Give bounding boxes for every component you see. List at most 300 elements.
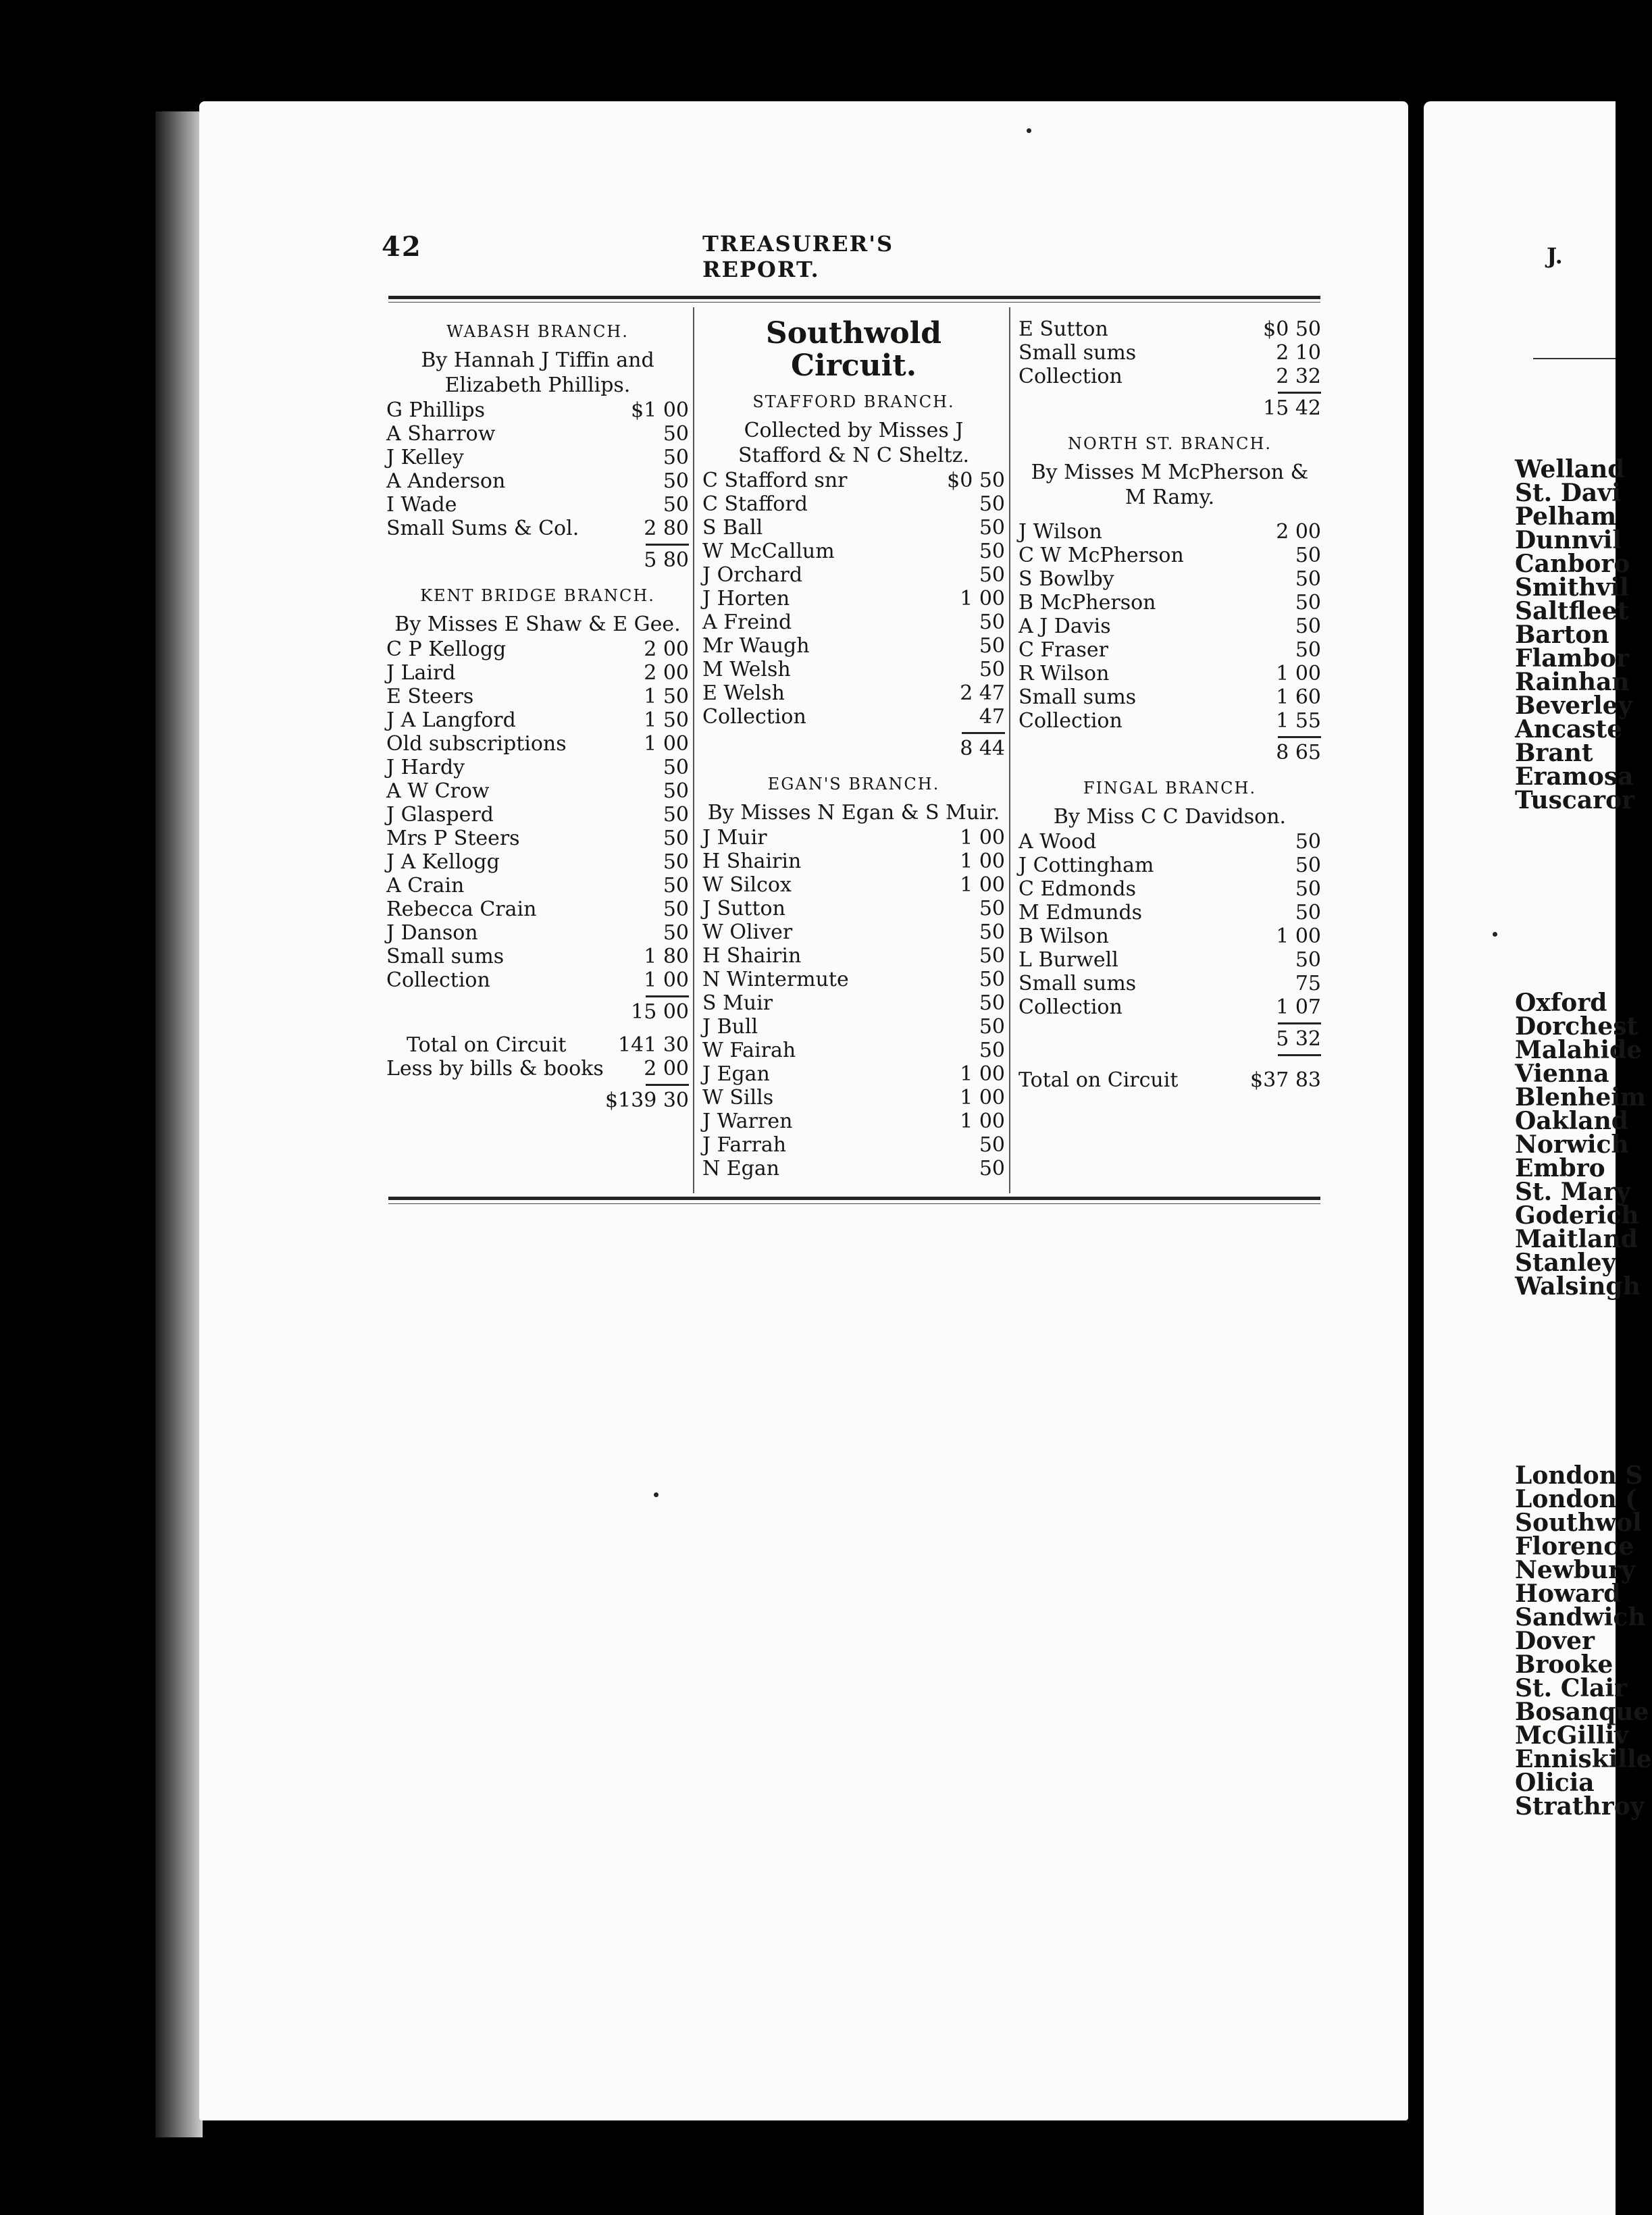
ledger-row — [1018, 662, 1321, 685]
ledger-row — [702, 1062, 1005, 1086]
ledger-row — [1018, 924, 1321, 948]
donor-name: E Welsh — [702, 681, 785, 705]
circuit-name: Goderich — [1515, 1201, 1639, 1230]
circuit-name: Tuscaror — [1515, 786, 1635, 814]
branch-subtotal: 15 00 — [631, 1000, 689, 1024]
donor-name: S Ball — [702, 516, 763, 540]
donor-name: C P Kellogg — [386, 637, 507, 661]
donation-amount: 50 — [1295, 830, 1321, 854]
donation-amount: 50 — [663, 850, 689, 874]
donor-name: C W McPherson — [1018, 544, 1184, 567]
ledger-row — [386, 827, 689, 850]
circuit-name: Eramosa — [1515, 762, 1634, 791]
donation-amount: 2 32 — [1276, 365, 1321, 388]
donation-amount: 50 — [979, 920, 1005, 944]
book-spine-edge — [155, 111, 203, 2137]
donation-amount: 1 60 — [1276, 685, 1321, 709]
donation-amount: 1 00 — [960, 1086, 1005, 1110]
donation-amount: 50 — [979, 897, 1005, 920]
facing-page-rule — [1533, 358, 1616, 359]
donation-amount: 2 10 — [1276, 341, 1321, 365]
sum-rule — [1018, 388, 1321, 396]
donor-name: Small sums — [1018, 972, 1137, 995]
ledger-row — [386, 708, 689, 732]
ledger-row — [1018, 854, 1321, 877]
donation-amount: 50 — [979, 516, 1005, 540]
circuit-total: Total on Circuit 141 30 — [407, 1033, 689, 1057]
ledger-row — [702, 1110, 1005, 1133]
circuit-name: St. Clair — [1515, 1674, 1627, 1702]
donor-name: E Sutton — [1018, 317, 1108, 341]
circuit-name: Malahide — [1515, 1036, 1643, 1064]
donor-name: J Horten — [702, 587, 790, 610]
donor-name: C Fraser — [1018, 638, 1109, 662]
donor-name: Collection — [702, 705, 806, 729]
branch-collectors: Collected by Misses J — [744, 419, 964, 442]
donation-amount: 50 — [979, 634, 1005, 658]
donor-name: S Bowlby — [1018, 567, 1114, 591]
donor-name: W McCallum — [702, 540, 835, 563]
circuit-name: Howard — [1515, 1580, 1621, 1608]
donation-amount: $1 00 — [631, 398, 689, 422]
ledger-row — [1018, 341, 1321, 365]
donation-amount: 50 — [1295, 591, 1321, 615]
branch-collectors: By Miss C C Davidson. — [1053, 805, 1287, 829]
ledger-row — [386, 517, 689, 540]
donor-name: N Wintermute — [702, 968, 849, 991]
donor-name: J Cottingham — [1018, 854, 1154, 877]
circuit-name: Olicia — [1515, 1769, 1595, 1797]
donor-name: W Silcox — [702, 873, 792, 897]
donation-amount: 1 00 — [644, 968, 689, 992]
donor-name: B McPherson — [1018, 591, 1156, 615]
sum-rule — [1018, 1019, 1321, 1027]
donor-name: Collection — [1018, 365, 1122, 388]
ledger-row — [386, 921, 689, 945]
donor-name: J Glasperd — [386, 803, 494, 827]
ledger-row — [702, 1015, 1005, 1039]
ledger-row — [702, 469, 1005, 492]
facing-page-list — [1515, 991, 1646, 1299]
ledger-row — [386, 850, 689, 874]
donation-amount: 50 — [1295, 638, 1321, 662]
donation-amount: 1 00 — [960, 1062, 1005, 1086]
circuit-name: Oxford — [1515, 989, 1607, 1017]
donor-name: J Hardy — [386, 756, 465, 779]
circuit-name: Barton — [1515, 621, 1609, 649]
page-number: 42 — [382, 231, 422, 263]
ledger-row — [702, 920, 1005, 944]
ledger-row — [1018, 317, 1321, 341]
donation-amount: 50 — [979, 991, 1005, 1015]
donation-amount: 2 00 — [644, 637, 689, 661]
donation-amount: 1 50 — [644, 708, 689, 732]
circuit-name: St. Mary — [1515, 1178, 1630, 1206]
ledger-row — [702, 563, 1005, 587]
ledger-row — [1018, 615, 1321, 638]
circuit-name: Walsingh — [1515, 1272, 1641, 1301]
donor-name: W Fairah — [702, 1039, 796, 1062]
donor-name: J Warren — [702, 1110, 793, 1133]
donor-name: A Crain — [386, 874, 465, 897]
ledger-row — [702, 897, 1005, 920]
donor-name: J Sutton — [702, 897, 785, 920]
donor-name: A J Davis — [1018, 615, 1111, 638]
donation-amount: 1 00 — [1276, 924, 1321, 948]
donation-amount: 1 07 — [1276, 995, 1321, 1019]
ledger-row — [702, 681, 1005, 705]
donor-name: S Muir — [702, 991, 773, 1015]
donor-name: J Danson — [386, 921, 478, 945]
donation-amount: 75 — [1295, 972, 1321, 995]
branch-collectors: Elizabeth Phillips. — [444, 373, 631, 397]
circuit-name: Dorchest — [1515, 1012, 1638, 1041]
donor-name: I Wade — [386, 493, 457, 517]
donation-amount: 50 — [979, 968, 1005, 991]
facing-page-list — [1515, 1461, 1652, 1821]
donation-amount: 1 00 — [960, 850, 1005, 873]
donor-name: J Bull — [702, 1015, 758, 1039]
circuit-title: Southwold Circuit. — [765, 316, 942, 383]
donation-amount: 50 — [979, 944, 1005, 968]
ledger-row — [1018, 972, 1321, 995]
donation-amount: 50 — [663, 827, 689, 850]
donor-name: J Egan — [702, 1062, 770, 1086]
donation-amount: 50 — [979, 563, 1005, 587]
circuit-name: Beverley — [1515, 692, 1632, 720]
donation-amount: 50 — [1295, 854, 1321, 877]
ledger-row — [702, 1133, 1005, 1157]
donation-amount: 1 00 — [960, 587, 1005, 610]
donor-name: N Egan — [702, 1157, 780, 1180]
ledger-row — [1018, 709, 1321, 733]
branch-heading: EGAN'S BRANCH. — [767, 775, 940, 793]
branch-collectors: M Ramy. — [1125, 486, 1215, 509]
donation-amount: 2 80 — [644, 517, 689, 540]
branch-subtotal: 15 42 — [1263, 396, 1321, 420]
branch-heading: FINGAL BRANCH. — [1083, 779, 1257, 798]
sum-rule — [386, 1080, 689, 1089]
donation-amount: 50 — [663, 897, 689, 921]
ledger-row — [1018, 685, 1321, 709]
donation-amount: 1 00 — [960, 873, 1005, 897]
donation-amount: 50 — [1295, 948, 1321, 972]
donor-name: G Phillips — [386, 398, 485, 422]
donation-amount: 1 50 — [644, 685, 689, 708]
column-divider — [693, 307, 694, 1193]
donor-name: J Kelley — [386, 446, 464, 469]
donation-amount: 2 00 — [644, 661, 689, 685]
column-1 — [386, 317, 689, 1112]
branch-heading: NORTH ST. BRANCH. — [1067, 434, 1272, 453]
ledger-row — [702, 705, 1005, 729]
circuit-name: Norwich — [1515, 1130, 1629, 1159]
donor-name: Collection — [386, 968, 490, 992]
branch-heading: KENT BRIDGE BRANCH. — [420, 586, 655, 605]
ledger-row — [1018, 520, 1321, 544]
donor-name: A W Crow — [386, 779, 490, 803]
ledger-row — [1018, 901, 1321, 924]
column-2 — [702, 317, 1005, 1180]
donor-name: R Wilson — [1018, 662, 1110, 685]
donor-name: C Edmonds — [1018, 877, 1137, 901]
column-divider — [1009, 307, 1010, 1193]
ledger-row — [702, 610, 1005, 634]
branch-subtotal: 8 44 — [960, 737, 1005, 760]
ledger-row — [702, 850, 1005, 873]
ledger-row — [702, 587, 1005, 610]
donation-amount: 50 — [1295, 615, 1321, 638]
ledger-row — [1018, 365, 1321, 388]
donor-name: J Orchard — [702, 563, 803, 587]
branch-heading: STAFFORD BRANCH. — [752, 392, 955, 411]
branch-entries — [386, 637, 689, 992]
circuit-name: Florence — [1515, 1532, 1634, 1561]
circuit-name: Newbury — [1515, 1556, 1636, 1584]
donor-name: J Farrah — [702, 1133, 787, 1157]
donation-amount: 1 00 — [960, 1110, 1005, 1133]
branch-subtotal: 5 80 — [644, 548, 689, 572]
donation-amount: 1 00 — [960, 826, 1005, 850]
donation-amount: 50 — [979, 1157, 1005, 1180]
ledger-row — [702, 1039, 1005, 1062]
ledger-row — [386, 756, 689, 779]
circuit-name: Strathroy — [1515, 1792, 1645, 1821]
ledger-row — [386, 637, 689, 661]
circuit-name: Canboro — [1515, 550, 1630, 578]
circuit-name: Sandwich — [1515, 1603, 1646, 1632]
ledger-row — [1018, 567, 1321, 591]
circuit-name: Blenheim — [1515, 1083, 1647, 1112]
donor-name: A Anderson — [386, 469, 506, 493]
branch-collectors: By Misses E Shaw & E Gee. — [394, 613, 681, 636]
donation-amount: 50 — [663, 493, 689, 517]
donor-name: Small sums — [1018, 341, 1137, 365]
circuit-name: Stanley — [1515, 1249, 1616, 1277]
donor-name: A Wood — [1018, 830, 1097, 854]
donation-amount: 50 — [663, 874, 689, 897]
donation-amount: 1 55 — [1276, 709, 1321, 733]
donor-name: Mrs P Steers — [386, 827, 520, 850]
ledger-row — [1018, 830, 1321, 854]
donor-name: A Freind — [702, 610, 792, 634]
circuit-name: Enniskille — [1515, 1745, 1652, 1773]
branch-entries — [1018, 520, 1321, 733]
ledger-row — [1018, 544, 1321, 567]
donor-name: Small sums — [1018, 685, 1137, 709]
ledger-row — [1018, 995, 1321, 1019]
donor-name: M Welsh — [702, 658, 791, 681]
circuit-name: McGilliv — [1515, 1721, 1629, 1750]
donation-amount: 50 — [979, 1133, 1005, 1157]
donation-amount: 50 — [663, 921, 689, 945]
ledger-row — [702, 540, 1005, 563]
circuit-name: St. Davi — [1515, 479, 1621, 507]
circuit-name: Brant — [1515, 739, 1593, 767]
donor-name: Small Sums & Col. — [386, 517, 579, 540]
circuit-name: Rainhan — [1515, 668, 1630, 696]
circuit-name: Flambor — [1515, 644, 1629, 673]
circuit-deduction: Less by bills & books 2 00 — [386, 1057, 689, 1080]
donation-amount: 50 — [663, 803, 689, 827]
circuit-name: Ancaste — [1515, 715, 1623, 744]
donation-amount: 50 — [663, 446, 689, 469]
branch-entries — [1018, 830, 1321, 1019]
donation-amount: 50 — [1295, 877, 1321, 901]
branch-subtotal: 8 65 — [1276, 741, 1321, 764]
branch-entries — [702, 826, 1005, 1180]
branch-collectors: Stafford & N C Sheltz. — [738, 444, 970, 467]
running-head: TREASURER'S REPORT. — [702, 231, 894, 282]
donation-amount: 50 — [1295, 544, 1321, 567]
ledger-row — [386, 732, 689, 756]
donation-amount: 2 47 — [960, 681, 1005, 705]
print-speck — [1027, 128, 1031, 133]
ledger-row — [702, 873, 1005, 897]
circuit-name: Oakland — [1515, 1107, 1628, 1135]
donor-name: W Oliver — [702, 920, 793, 944]
branch-collectors: By Misses M McPherson & — [1031, 461, 1309, 484]
ledger-row — [702, 944, 1005, 968]
ledger-row — [386, 897, 689, 921]
branch-entries — [386, 398, 689, 540]
donor-name: E Steers — [386, 685, 474, 708]
donor-name: Collection — [1018, 995, 1122, 1019]
ledger-row — [1018, 948, 1321, 972]
sum-rule — [702, 729, 1005, 737]
ledger-row — [702, 826, 1005, 850]
ledger-row — [702, 516, 1005, 540]
donation-amount: $0 50 — [947, 469, 1005, 492]
facing-page-list — [1515, 455, 1635, 814]
print-speck — [654, 1492, 659, 1497]
donor-name: Collection — [1018, 709, 1122, 733]
branch-heading: WABASH BRANCH. — [446, 322, 629, 341]
donation-amount: 50 — [979, 658, 1005, 681]
donation-amount: 1 80 — [644, 945, 689, 968]
donation-amount: 2 00 — [1276, 520, 1321, 544]
donation-amount: 50 — [979, 610, 1005, 634]
donation-amount: 50 — [979, 492, 1005, 516]
donation-amount: 50 — [1295, 901, 1321, 924]
branch-entries — [1018, 317, 1321, 388]
ledger-row — [702, 492, 1005, 516]
donation-amount: 50 — [979, 540, 1005, 563]
circuit-name: Dover — [1515, 1627, 1595, 1655]
ledger-row — [386, 874, 689, 897]
donation-amount: 1 00 — [644, 732, 689, 756]
donation-amount: 50 — [979, 1015, 1005, 1039]
circuit-name: Welland — [1515, 455, 1625, 484]
donor-name: Old subscriptions — [386, 732, 567, 756]
donor-name: J Muir — [702, 826, 767, 850]
donation-amount: 50 — [663, 756, 689, 779]
donor-name: J A Langford — [386, 708, 516, 732]
circuit-name: Vienna — [1515, 1060, 1609, 1088]
ledger-row — [1018, 638, 1321, 662]
ledger-row — [386, 493, 689, 517]
circuit-name: Smithvil — [1515, 573, 1629, 602]
ledger-row — [386, 685, 689, 708]
ledger-row — [1018, 877, 1321, 901]
donation-amount: 50 — [663, 422, 689, 446]
branch-collectors: By Hannah J Tiffin and — [421, 348, 654, 372]
donation-amount: 1 00 — [1276, 662, 1321, 685]
circuit-name: London S — [1515, 1461, 1643, 1490]
circuit-name: Southwol — [1515, 1509, 1642, 1537]
ledger-row — [386, 422, 689, 446]
donor-name: H Shairin — [702, 850, 802, 873]
facing-page-header: J. — [1547, 243, 1563, 269]
ledger-row — [702, 1086, 1005, 1110]
ledger-row — [386, 968, 689, 992]
ledger-row — [386, 661, 689, 685]
sum-rule — [386, 992, 689, 1000]
ledger-row — [386, 446, 689, 469]
donation-amount: 50 — [979, 1039, 1005, 1062]
ledger-row — [702, 991, 1005, 1015]
ledger-row — [386, 469, 689, 493]
ledger-row — [386, 779, 689, 803]
sum-rule — [1018, 733, 1321, 741]
circuit-net: $139 30 — [604, 1089, 689, 1112]
donor-name: Small sums — [386, 945, 505, 968]
donor-name: J Laird — [386, 661, 456, 685]
table-top-rule — [388, 296, 1320, 299]
donation-amount: $0 50 — [1263, 317, 1321, 341]
donor-name: Mr Waugh — [702, 634, 810, 658]
ledger-row — [702, 968, 1005, 991]
donation-amount: 50 — [1295, 567, 1321, 591]
circuit-name: London ( — [1515, 1485, 1637, 1513]
donor-name: W Sills — [702, 1086, 774, 1110]
circuit-name: Pelham — [1515, 502, 1617, 531]
table-bottom-rule — [388, 1197, 1320, 1200]
donor-name: J A Kellogg — [386, 850, 500, 874]
donation-amount: 50 — [663, 779, 689, 803]
ledger-row — [386, 398, 689, 422]
ledger-row — [702, 634, 1005, 658]
ledger-row — [386, 803, 689, 827]
table-top-rule-thin — [388, 302, 1320, 303]
circuit-name: Bosanque — [1515, 1698, 1649, 1726]
donor-name: H Shairin — [702, 944, 802, 968]
circuit-name: Maitland — [1515, 1225, 1638, 1253]
ledger-row — [702, 658, 1005, 681]
print-speck — [1493, 932, 1497, 937]
ledger-row — [1018, 591, 1321, 615]
donor-name: B Wilson — [1018, 924, 1109, 948]
donor-name: C Stafford — [702, 492, 808, 516]
sum-rule — [1018, 1051, 1321, 1059]
circuit-name: Saltfleet — [1515, 597, 1629, 625]
donor-name: J Wilson — [1018, 520, 1102, 544]
circuit-name: Brooke — [1515, 1650, 1614, 1679]
column-3 — [1018, 317, 1321, 1092]
branch-subtotal: 5 32 — [1276, 1027, 1321, 1051]
ledger-row — [702, 1157, 1005, 1180]
donor-name: L Burwell — [1018, 948, 1118, 972]
donor-name: C Stafford snr — [702, 469, 848, 492]
ledger-row — [386, 945, 689, 968]
circuit-name: Embro — [1515, 1154, 1605, 1182]
donor-name: M Edmunds — [1018, 901, 1143, 924]
donation-amount: 47 — [979, 705, 1005, 729]
branch-collectors: By Misses N Egan & S Muir. — [707, 801, 1000, 825]
sum-rule — [386, 540, 689, 548]
donor-name: Rebecca Crain — [386, 897, 537, 921]
donation-amount: 50 — [663, 469, 689, 493]
